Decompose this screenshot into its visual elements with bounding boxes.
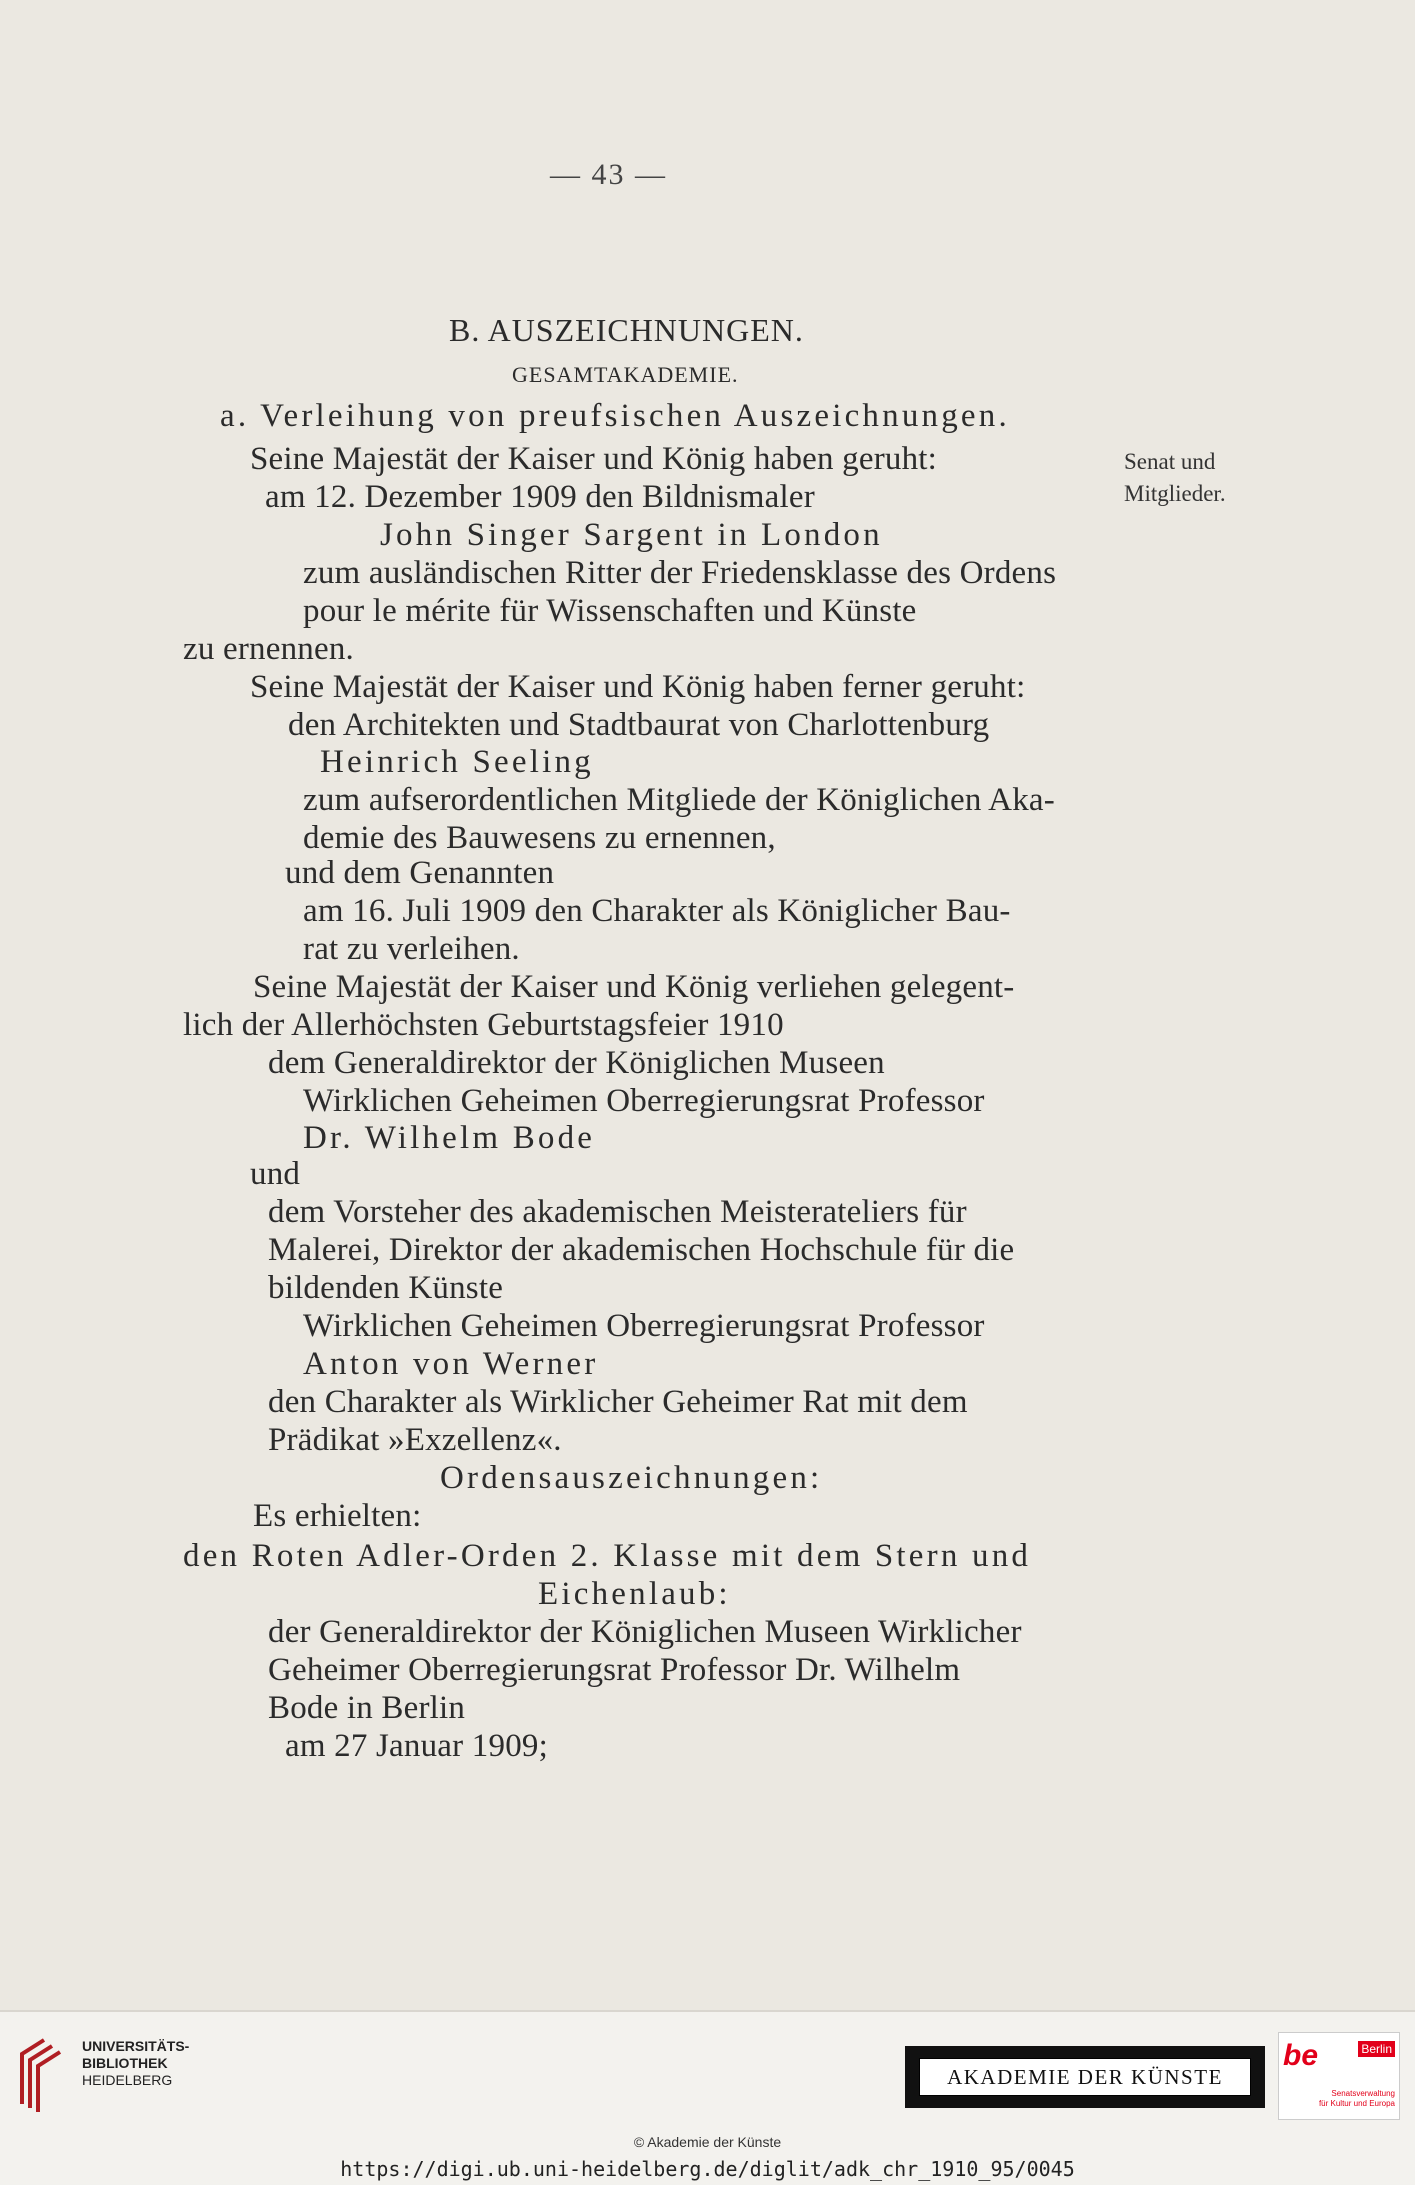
library-name-line: HEIDELBERG <box>82 2072 173 2088</box>
text-line: Eichenlaub: <box>538 1576 731 1612</box>
text-line: Seine Majestät der Kaiser und König haben ferner geruht: <box>250 669 1026 705</box>
text-line: John Singer Sargent in London <box>380 517 883 553</box>
text-line: der Generaldirektor der Königlichen Museen Wirklicher <box>268 1614 1022 1650</box>
text-line: Geheimer Oberregierungsrat Professor Dr. Wilhelm <box>268 1652 961 1688</box>
section-heading: B. AUSZEICHNUNGEN. <box>449 312 804 348</box>
text-line: zu ernennen. <box>183 631 354 667</box>
text-line: zum aufserordentlichen Mitgliede der Königlichen Aka- <box>303 782 1055 818</box>
text-line: Dr. Wilhelm Bode <box>303 1120 596 1156</box>
text-line: Heinrich Seeling <box>320 744 594 780</box>
margin-note <box>1124 446 1226 510</box>
text-line: am 27 Januar 1909; <box>285 1728 548 1764</box>
text-line: Prädikat »Exzellenz«. <box>268 1422 562 1458</box>
margin-note-line: Mitglieder. <box>1124 481 1226 506</box>
library-name <box>82 2038 189 2089</box>
berlin-logo-subtitle <box>1319 2089 1395 2109</box>
text-line: Malerei, Direktor der akademischen Hochschule für die <box>268 1232 1015 1268</box>
margin-note-line: Senat und <box>1124 449 1216 474</box>
text-line: Ordensauszeichnungen: <box>440 1460 823 1496</box>
text-line: Wirklichen Geheimen Oberregierungsrat Professor <box>303 1083 985 1119</box>
text-line: pour le mérite für Wissenschaften und Künste <box>303 593 917 629</box>
page-number: — 43 — <box>550 158 667 191</box>
berlin-badge: Berlin <box>1358 2041 1395 2057</box>
text-line: Anton von Werner <box>303 1346 599 1382</box>
text-line: den Charakter als Wirklicher Geheimer Rat mit dem <box>268 1384 968 1420</box>
text-line: und dem Genannten <box>285 855 555 891</box>
library-name-line: BIBLIOTHEK <box>82 2055 168 2071</box>
be-mark: be <box>1283 2039 1319 2072</box>
footer <box>0 2010 1415 2185</box>
text-line: lich der Allerhöchsten Geburtstagsfeier 1910 <box>183 1007 784 1043</box>
text-line: rat zu verleihen. <box>303 931 520 967</box>
text-line: Seine Majestät der Kaiser und König verliehen gelegent- <box>253 969 1015 1005</box>
text-line: a. Verleihung von preufsischen Auszeichnungen. <box>220 398 1010 434</box>
library-name-line: UNIVERSITÄTS- <box>82 2038 190 2054</box>
text-line: den Architekten und Stadtbaurat von Charlottenburg <box>288 707 990 743</box>
text-line: Es erhielten: <box>253 1498 422 1534</box>
berlin-logo <box>1278 2032 1400 2120</box>
berlin-logo-subtitle-line: Senatsverwaltung <box>1331 2089 1395 2098</box>
text-line: am 12. Dezember 1909 den Bildnismaler <box>265 479 815 515</box>
text-line: Seine Majestät der Kaiser und König haben geruht: <box>250 441 938 477</box>
copyright-notice: © Akademie der Künste <box>633 2134 782 2150</box>
berlin-logo-subtitle-line: für Kultur und Europa <box>1318 2099 1395 2108</box>
text-line: dem Vorsteher des akademischen Meisterateliers für <box>268 1194 967 1230</box>
text-line: und <box>250 1156 301 1192</box>
text-line: zum ausländischen Ritter der Friedensklasse des Ordens <box>303 555 1057 591</box>
text-line: bildenden Künste <box>268 1270 504 1306</box>
section-subheading: GESAMTAKADEMIE. <box>512 362 739 387</box>
text-line: am 16. Juli 1909 den Charakter als Königlicher Bau- <box>303 893 1011 929</box>
text-line: den Roten Adler-Orden 2. Klasse mit dem Stern und <box>183 1538 1032 1574</box>
akademie-logo <box>905 2046 1265 2108</box>
text-line: Bode in Berlin <box>268 1690 466 1726</box>
akademie-logo-text: AKADEMIE DER KÜNSTE <box>919 2058 1251 2096</box>
text-line: demie des Bauwesens zu ernennen, <box>303 820 776 856</box>
text-line: Wirklichen Geheimen Oberregierungsrat Professor <box>303 1308 985 1344</box>
library-logo-icon <box>14 2034 74 2114</box>
permalink-url[interactable]: https://digi.ub.uni-heidelberg.de/diglit/adk_chr_1910_95/0045 <box>340 2157 1075 2181</box>
text-line: dem Generaldirektor der Königlichen Museen <box>268 1045 885 1081</box>
